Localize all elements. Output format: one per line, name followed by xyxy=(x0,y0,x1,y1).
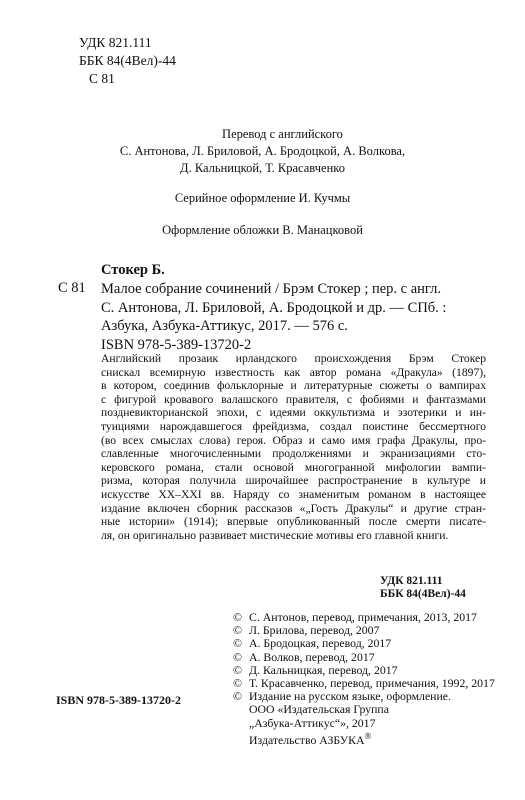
isbn-footer: ISBN 978-5-389-13720-2 xyxy=(56,693,181,707)
annotation-line: с фигурой кровавого валашского правителя, с фобиями и фантазмами xyxy=(101,392,486,406)
publisher-line: ООО «Издательская Группа xyxy=(249,702,389,717)
udk-code: УДК 821.111 xyxy=(79,35,152,50)
bottom-bbk-code: ББК 84(4Вел)-44 xyxy=(380,588,466,600)
copyright-row: © Д. Кальницкая, перевод, 2017 xyxy=(233,662,398,677)
annotation-line: ризма, которая получила широчайшее распространение в культуре и xyxy=(101,474,486,488)
cover-design-credit: Оформление обложки В. Манацковой xyxy=(162,223,363,237)
copyright-icon: © xyxy=(233,623,242,638)
copyright-row: © Т. Красавченко, перевод, примечания, 1992, 2017 xyxy=(233,676,495,691)
bbk-code: ББК 84(4Вел)-44 xyxy=(79,53,176,68)
annotation-line: керовского романа, стали основой многогранной мифологии вампи- xyxy=(101,460,486,474)
publisher-line: „Азбука-Аттикус“», 2017 xyxy=(249,715,376,730)
top-catalog-codes xyxy=(79,34,176,88)
copyright-icon: © xyxy=(233,649,242,664)
annotation-line: ля, он оригинально развивает мистические мотивы его главной книги. xyxy=(101,528,449,542)
copyright-icon: © xyxy=(233,662,242,677)
annotation-line: искусстве XX–XXI вв. Наряду со знаменитым романом в настоящее xyxy=(101,487,486,501)
author-mark: С 81 xyxy=(89,71,115,86)
copyright-icon: © xyxy=(233,610,242,624)
annotation-line: (во всех смыслах слова) героя. Образ и само имя графа Дракулы, про- xyxy=(101,433,486,447)
copyright-row: © Л. Брилова, перевод, 2007 xyxy=(233,623,380,638)
annotation-line: ные истории» (1914); впервые опубликованный после смерти писате- xyxy=(101,515,486,529)
copyright-row: © Издание на русском языке, оформление. xyxy=(233,689,451,704)
annotation-line: славленные многочисленными продолжениями и экранизациями сто- xyxy=(101,447,486,461)
translation-heading: Перевод с английского xyxy=(222,127,343,141)
annotation-line: поздневикторианской эпохи, с идеями оккультизма и эзотерики и ин- xyxy=(101,406,486,420)
translators-line-1: С. Антонова, Л. Бриловой, А. Бродоцкой, А. Волкова, xyxy=(119,144,406,158)
series-design-credit: Серийное оформление И. Кучмы xyxy=(174,191,351,205)
copyright-row: © С. Антонов, перевод, примечания, 2013, 2017 xyxy=(233,610,477,624)
annotation-line: в котором, соединив фольклорные и литературные сюжеты о вампирах xyxy=(101,379,486,393)
registered-icon: ® xyxy=(364,730,372,741)
copyright-icon: © xyxy=(233,689,242,704)
annotation-line: снискал всемирную известность как автор романа «Дракула» (1897), xyxy=(101,365,486,379)
bottom-udk-code: УДК 821.111 xyxy=(380,575,443,587)
publisher-name: Издательство АЗБУКА® xyxy=(249,730,372,747)
copyright-row: © А. Бродоцкая, перевод, 2017 xyxy=(233,636,392,651)
biblio-line: С. Антонова, Л. Бриловой, А. Бродоцкой и др. — СПб. : xyxy=(101,299,447,316)
bibliographic-description xyxy=(101,280,481,354)
copyright-block xyxy=(233,611,495,747)
annotation xyxy=(101,352,486,542)
copyright-icon: © xyxy=(233,636,242,651)
annotation-line: Английский прозаик ирландского происхождения Брэм Стокер xyxy=(101,352,486,365)
annotation-line: издание включен сборник рассказов «„Гость Дракулы“ и другие стран- xyxy=(101,501,486,515)
author-heading: Стокер Б. xyxy=(101,262,165,278)
copyright-icon: © xyxy=(233,676,242,691)
bottom-catalog-codes xyxy=(380,575,466,601)
biblio-line: Азбука, Азбука-Аттикус, 2017. — 576 с. xyxy=(101,318,348,334)
translators-line-2: Д. Кальницкой, Т. Красавченко xyxy=(180,161,345,175)
isbn-line: ISBN 978-5-389-13720-2 xyxy=(101,336,252,353)
biblio-line: Малое собрание сочинений / Брэм Стокер ; пер. с англ. xyxy=(101,281,442,297)
copyright-row: © А. Волков, перевод, 2017 xyxy=(233,649,375,664)
translators-block xyxy=(0,126,525,177)
annotation-line: туициями нарождавшегося фрейдизма, создал поистине бессмертного xyxy=(101,419,486,433)
catalog-author-mark: С 81 xyxy=(58,280,86,296)
